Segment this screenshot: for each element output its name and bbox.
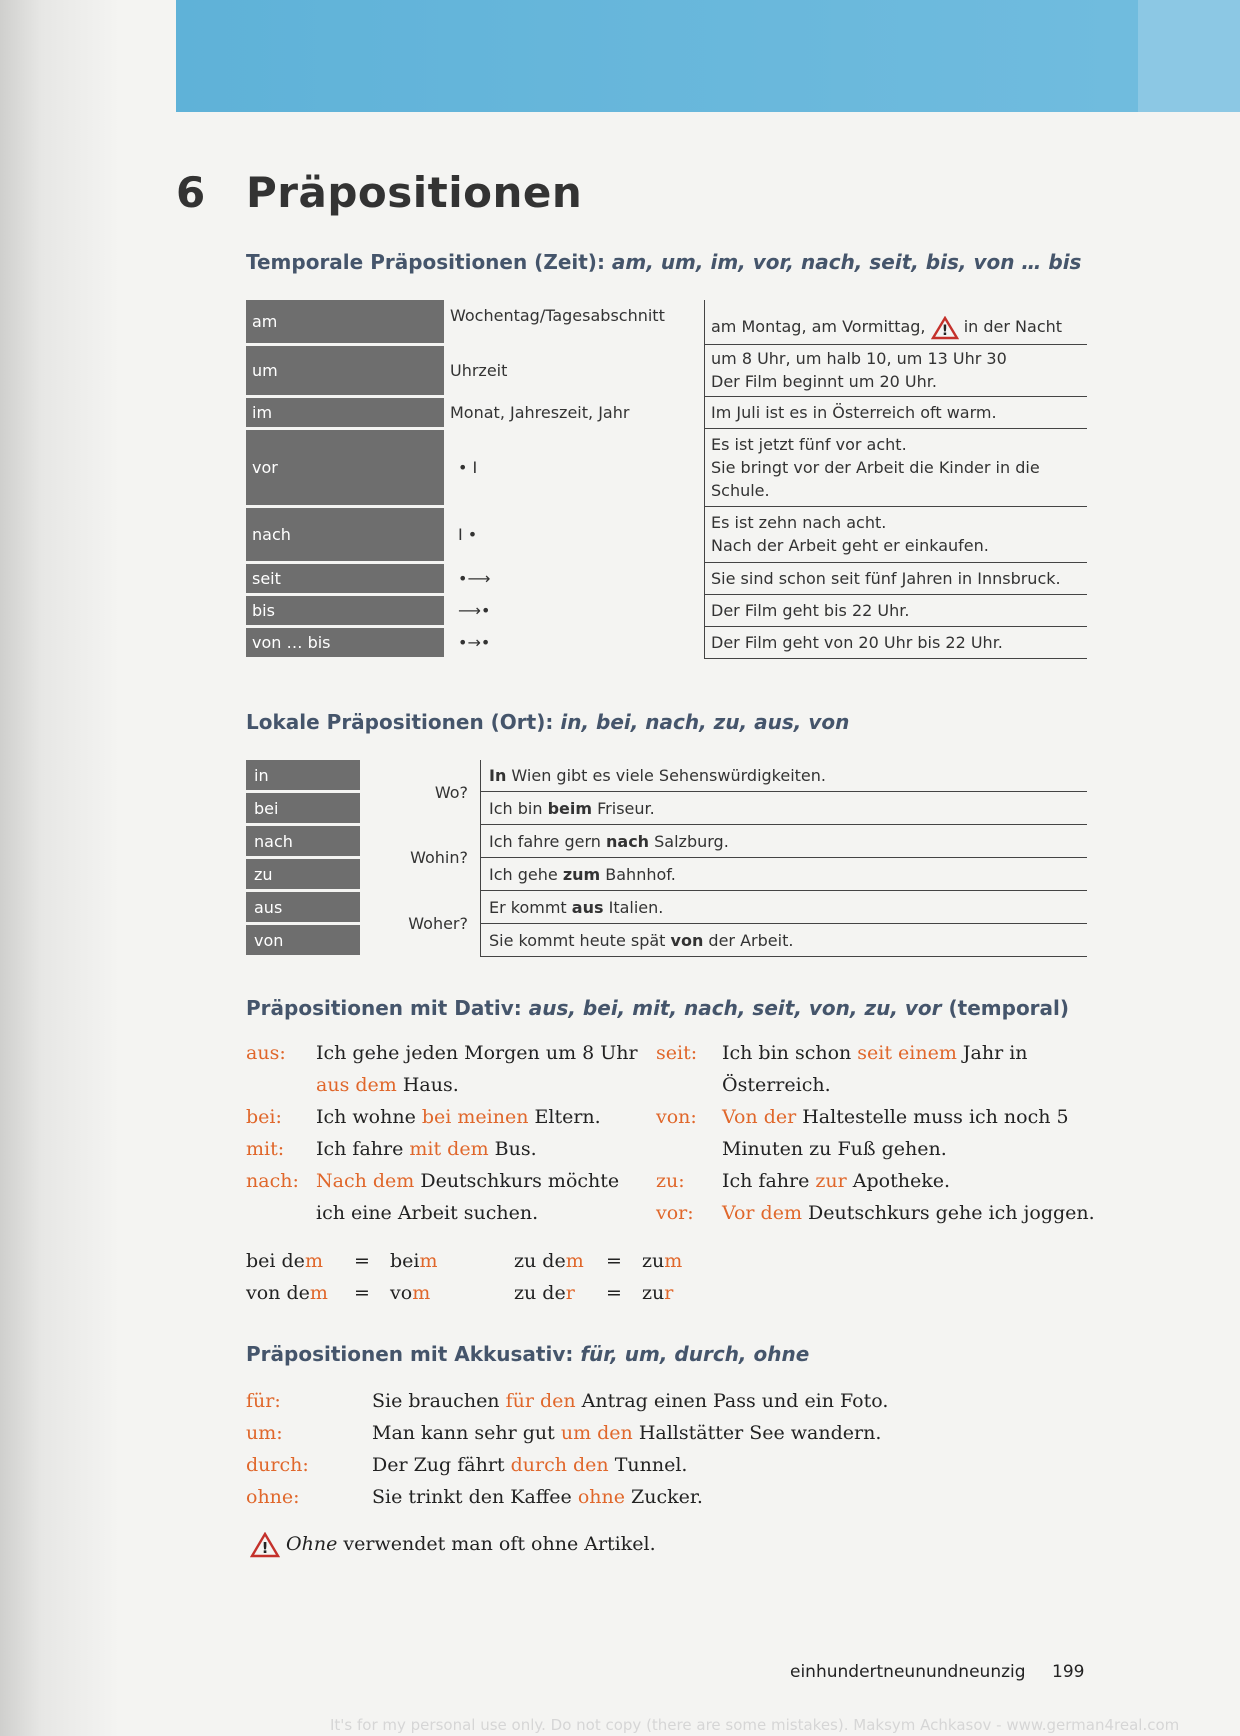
table-row: bei Ich bin beim Friseur. bbox=[246, 792, 1087, 825]
watermark: It's for my personal use only. Do not copy (there are some mistakes). Maksym Achkasov - www.german4real.com bbox=[330, 1716, 1180, 1734]
book-spine-shadow bbox=[0, 0, 120, 1736]
table-row: von … bis •→• Der Film geht von 20 Uhr bis 22 Uhr. bbox=[246, 626, 1087, 658]
page-word: einhundertneunundneunzig bbox=[790, 1662, 1026, 1682]
local-heading: Lokale Präpositionen (Ort): in, bei, nach, zu, aus, von bbox=[246, 710, 850, 734]
local-table bbox=[246, 760, 1087, 958]
prep-label: von … bis bbox=[246, 626, 444, 658]
table-row: im Monat, Jahreszeit, Jahr Im Juli ist es in Österreich oft warm. bbox=[246, 396, 1087, 428]
question-label: Wo? bbox=[360, 760, 481, 825]
page-number: 199 bbox=[1052, 1662, 1085, 1682]
temporal-heading-list: am, um, im, vor, nach, seit, bis, von … bis bbox=[611, 250, 1082, 274]
temporal-table bbox=[246, 300, 1087, 660]
dativ-heading-list: aus, bei, mit, nach, seit, von, zu, vor bbox=[528, 996, 942, 1020]
question-label: Woher? bbox=[360, 891, 481, 957]
table-row: seit •⟶ Sie sind schon seit fünf Jahren in Innsbruck. bbox=[246, 562, 1087, 594]
prep-label: seit bbox=[246, 562, 444, 594]
page-title bbox=[176, 168, 582, 217]
table-row: um Uhrzeit um 8 Uhr, um halb 10, um 13 Uhr 30 Der Film beginnt um 20 Uhr. bbox=[246, 344, 1087, 396]
header-banner-tab bbox=[1138, 0, 1240, 112]
prep-label: um bbox=[246, 344, 444, 396]
table-row: in Wo? In Wien gibt es viele Sehenswürdigkeiten. bbox=[246, 760, 1087, 792]
chapter-number: 6 bbox=[176, 168, 206, 217]
svg-text:!: ! bbox=[941, 322, 948, 339]
akkusativ-heading: Präpositionen mit Akkusativ: für, um, durch, ohne bbox=[246, 1342, 810, 1366]
table-row: aus Woher? Er kommt aus Italien. bbox=[246, 891, 1087, 924]
svg-text:!: ! bbox=[261, 1539, 269, 1557]
table-row: nach I • Es ist zehn nach acht. Nach der Arbeit geht er einkaufen. bbox=[246, 506, 1087, 562]
prep-label: bis bbox=[246, 594, 444, 626]
temporal-heading: Temporale Präpositionen (Zeit): am, um, im, vor, nach, seit, bis, von … bis bbox=[246, 250, 1082, 274]
header-banner bbox=[176, 0, 1240, 112]
akkusativ-note: ! Ohne verwendet man oft ohne Artikel. bbox=[250, 1532, 656, 1558]
table-row: vor • I Es ist jetzt fünf vor acht. Sie bringt vor der Arbeit die Kinder in die Schule. bbox=[246, 428, 1087, 506]
prep-label: nach bbox=[246, 506, 444, 562]
warning-icon bbox=[931, 316, 959, 340]
chapter-title: Präpositionen bbox=[246, 168, 583, 217]
prep-label: im bbox=[246, 396, 444, 428]
question-label: Wohin? bbox=[360, 825, 481, 891]
prep-label: am bbox=[246, 300, 444, 344]
prep-label: vor bbox=[246, 428, 444, 506]
table-row: bis ⟶• Der Film geht bis 22 Uhr. bbox=[246, 594, 1087, 626]
akkusativ-heading-list: für, um, durch, ohne bbox=[580, 1342, 810, 1366]
dativ-heading: Präpositionen mit Dativ: aus, bei, mit, nach, seit, von, zu, vor (temporal) bbox=[246, 996, 1070, 1020]
warning-icon bbox=[250, 1532, 280, 1558]
table-row: am Wochentag/Tagesabschnitt am Montag, am Vormittag, ! in der Nacht bbox=[246, 300, 1087, 344]
local-heading-list: in, bei, nach, zu, aus, von bbox=[560, 710, 850, 734]
table-row: zu Ich gehe zum Bahnhof. bbox=[246, 858, 1087, 891]
table-row: nach Wohin? Ich fahre gern nach Salzburg. bbox=[246, 825, 1087, 858]
table-row: von Sie kommt heute spät von der Arbeit. bbox=[246, 924, 1087, 957]
